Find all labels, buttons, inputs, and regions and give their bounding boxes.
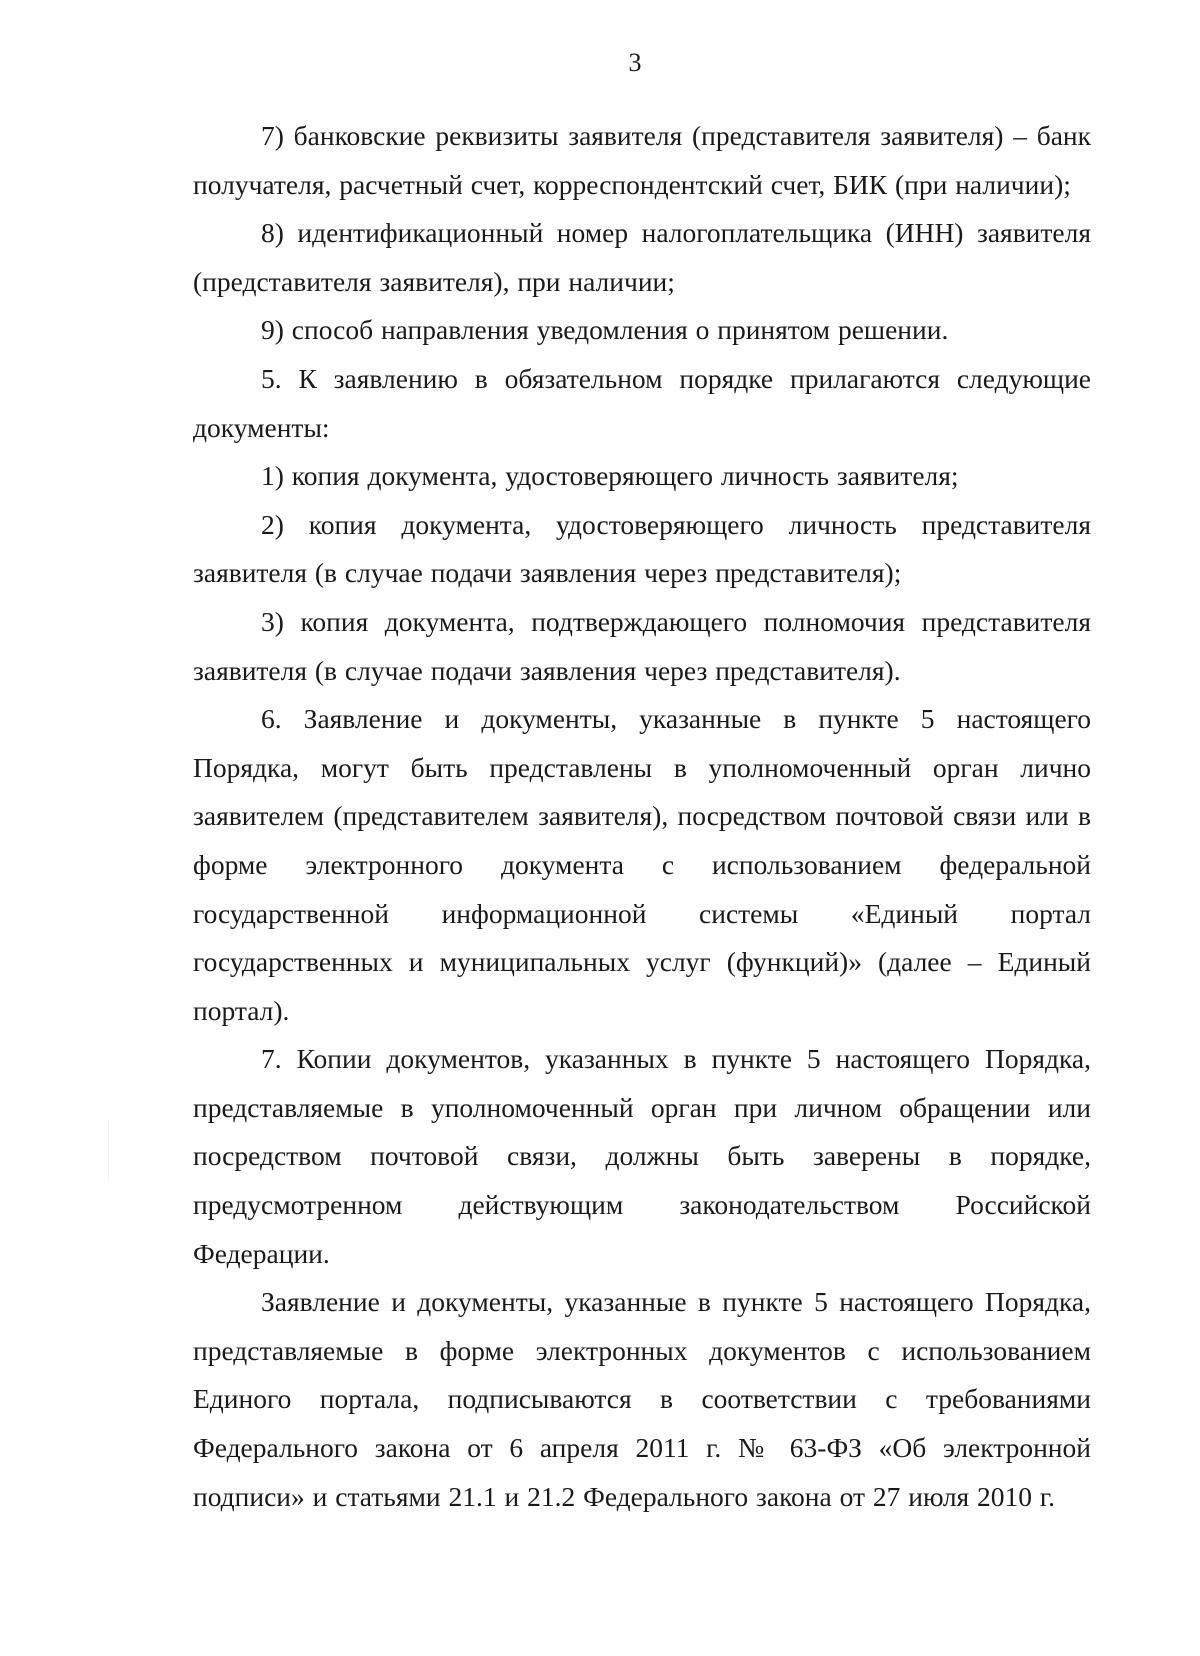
paragraph-clause-7: 7. Копии документов, указанных в пункте 5 настоящего Порядка, представляемые в уполномоченный орган при личном обращении или посредством почтовой связи, должны быть заверены в порядке, предусмотренном действующим законодательством Российской Федерации. [193,1043,1091,1269]
paragraph-item-2-representative-id-copy: 2) копия документа, удостоверяющего личность представителя заявителя (в случае подачи заявления через представителя); [193,508,1091,589]
paragraph-item-1-applicant-id-copy: 1) копия документа, удостоверяющего личность заявителя; [261,460,959,492]
paragraph-item-9-notification-method: 9) способ направления уведомления о принятом решении. [261,314,949,346]
scan-margin-mark-right [1086,1290,1087,1320]
paragraph-item-7-bank-details: 7) банковские реквизиты заявителя (представителя заявителя) – банк получателя, расчетный счет, корреспондентский счет, БИК (при наличии); [193,120,1091,200]
scan-margin-mark [108,1120,109,1180]
paragraph-clause-5: 5. К заявлению в обязательном порядке прилагаются следующие документы: [193,362,1091,443]
paragraph-clause-6: 6. Заявление и документы, указанные в пункте 5 настоящего Порядка, могут быть представлены в уполномоченный орган лично заявителем (представителем заявителя), посредством почтовой связи или в форме электронного документа с использованием федеральной государственной информационной системы «Единый портал государственных и муниципальных услуг (функций)» (далее – Единый портал). [193,703,1091,1026]
paragraph-item-8-inn: 8) идентификационный номер налогоплательщика (ИНН) заявителя (представителя заявителя), при наличии; [193,217,1091,297]
paragraph-electronic-signature: Заявление и документы, указанные в пункте 5 настоящего Порядка, представляемые в форме электронных документов с использованием Единого портала, подписываются в соответствии с требованиями Федерального закона от 6 апреля 2011 г. № 63-ФЗ «Об электронной подписи» и статьями 21.1 и 21.2 Федерального закона от 27 июля 2010 г. [193,1286,1091,1512]
document-body [193,112,1091,1521]
paragraph-item-3-authority-copy: 3) копия документа, подтверждающего полномочия представителя заявителя (в случае подачи заявления через представителя). [193,605,1091,686]
page-number: 3 [628,48,642,77]
